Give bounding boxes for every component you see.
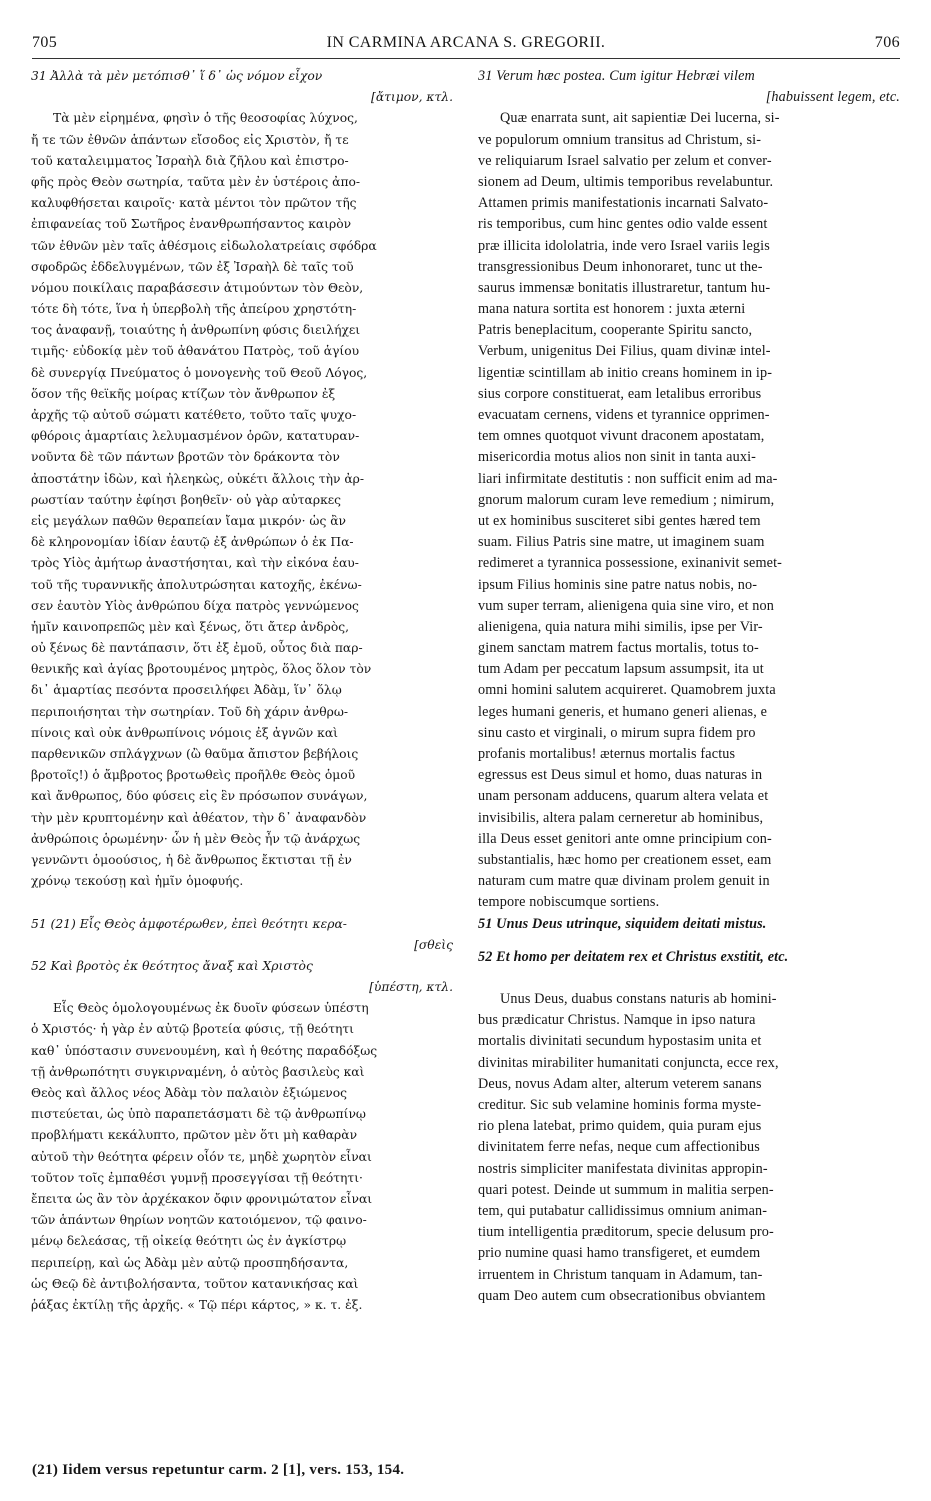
text-line: Patris beneplacitum, cooperante Spiritu sancto,: [478, 322, 753, 339]
text-line: προβλήματι κεκάλυπτο, πρῶτον μὲν ὅτι μὴ καθαρὰν: [31, 1128, 358, 1143]
text-line: egressus est Deus simul et homo, duas naturas in: [478, 767, 763, 784]
text-line: φθόροις ἁμαρτίαις λελυμασμένον ὁρῶν, κατατυραν-: [31, 429, 360, 444]
text-line: Τὰ μὲν εἰρημένα, φησὶν ὁ τῆς θεοσοφίας λύχνος,: [53, 111, 358, 126]
text-line: leges humani generis, et humano generi alienas, e: [478, 703, 768, 720]
text-line: Θεὸς καὶ ἄλλος νέος Ἀδὰμ τὸν παλαιὸν ἐξιώμενος: [31, 1086, 348, 1100]
lemma-51-latin: 51 Unus Deus utrinque, siquidem deitati mistus.: [478, 915, 767, 932]
text-line: ἐπιφανείας τοῦ Σωτῆρος ἐνανθρωπήσαντος καιρὸν: [31, 217, 352, 232]
text-line: τοῦ τῆς τυραννικῆς ἀπολυτρώσηται κατοχῆς, ἐκένω-: [31, 577, 362, 592]
text-line: ipsum Filius hominis sine patre natus nobis, no-: [478, 576, 758, 593]
text-line: evacuatam cernens, videns et tyrannice opprimen-: [478, 407, 770, 423]
text-line: rio plena latebat, primo quidem, quia puram ejus: [478, 1118, 762, 1135]
lemma-line: [ἄτιμον, κτλ.: [371, 90, 453, 105]
lemma-52-greek: [31, 956, 453, 998]
text-line: τοῦτον τοῖς ἐμπαθέσι γυμνῇ προσεγγίσαι τῇ θεότητι·: [31, 1170, 363, 1185]
text-line: unam personam adducens, quarum altera velata et: [478, 788, 769, 805]
header-rule: [32, 58, 900, 59]
text-line: ἀρχῆς τῷ αὐτοῦ σώματι κατέθετο, τοῦτο ταῖς ψυχο-: [31, 408, 357, 422]
text-line: μένῳ δελεάσας, τῇ οἰκείᾳ θεότητι ὡς ἐν ἀγκίστρῳ: [31, 1234, 347, 1249]
text-line: irruentem in Christum tanquam in Adamum, tan-: [478, 1266, 763, 1283]
text-line: περιποιήσηται τὴν σωτηρίαν. Τοῦ δὴ χάριν ἀνθρω-: [31, 704, 349, 719]
text-line: ginem sanctam matrem factus mortalis, totus to-: [478, 640, 759, 657]
text-line: οὐ ξένως δὲ παντάπασιν, ὅτι ἐξ ἐμοῦ, οὗτος διὰ παρ-: [31, 641, 363, 656]
running-title: IN CARMINA ARCANA S. GREGORII.: [326, 34, 606, 51]
text-line: illa Deus esset genitori ante omne principium con-: [478, 830, 772, 847]
text-line: ῥάξας ἐκτίλῃ τῆς ἀρχῆς. « Τῷ πέρι κάρτος, » κ. τ. ἐξ.: [31, 1297, 363, 1312]
text-line: ris temporibus, cum hinc gentes odio valde essent: [478, 216, 768, 233]
text-line: tempore nobiscumque sortiens.: [478, 894, 660, 911]
text-line: Quæ enarrata sunt, ait sapientiæ Dei lucerna, si-: [500, 110, 780, 127]
text-line: δι᾽ ἁμαρτίας πεσόντα προσειλήφει Ἀδὰμ, ἵν᾽ ὅλῳ: [31, 683, 342, 698]
lemma-line: 31 Ἀλλὰ τὰ μὲν μετόπισθ᾽ ἵ δ᾽ ὡς νόμον εἶχον: [31, 69, 323, 83]
text-line: præ illicita idololatria, inde vero Israel variis legis: [478, 237, 770, 254]
lemma-line: 31 Verum hæc postea. Cum igitur Hebræi vilem: [478, 68, 755, 84]
text-line: τῶν ἁπάντων θηρίων νοητῶν κατοιόμενον, τῷ φαινο-: [31, 1213, 367, 1228]
text-line: τῇ ἀνθρωπότητι συγκιρναμένη, ὁ αὐτὸς βασιλεὺς καὶ: [31, 1064, 365, 1079]
text-line: ve reliquiarum Israel salvatio per zelum et conver-: [478, 152, 772, 169]
text-line: mana natura sortita est honorem : juxta æterni: [478, 301, 746, 318]
text-line: bus prædicatur Christus. Namque in ipso natura: [478, 1012, 756, 1029]
text-line: substantialis, hæc homo per creationem esset, eam: [478, 851, 772, 868]
lemma-51-greek: [31, 914, 453, 956]
text-line: invisibilis, altera palam cerneretur ab hominibus,: [478, 809, 764, 826]
text-line: tum Adam per peccatum lapsum assumpsit, ita ut: [478, 661, 764, 678]
text-line: quari potest. Deinde ut summum in malitia serpen-: [478, 1181, 774, 1198]
text-line: Εἷς Θεὸς ὁμολογουμένως ἐκ δυοῖν φύσεων ὑπέστη: [53, 1001, 369, 1016]
text-line: tem, qui putabatur callidissimus omnium animan-: [478, 1202, 768, 1219]
text-line: misericordia motus alios non sinit in tanta auxi-: [478, 449, 757, 466]
text-line: nostris simpliciter manifestata divinitas appropin-: [478, 1160, 768, 1177]
lemma-line: [habuissent legem, etc.: [765, 89, 900, 106]
lemma-line: [σθεὶς: [414, 937, 453, 952]
text-line: τιμῆς· εὐδοκίᾳ μὲν τοῦ ἀθανάτου Πατρὸς, τοῦ ἁγίου: [31, 344, 360, 359]
lemma-31-greek: [31, 66, 453, 108]
text-line: τρὸς Υἱὸς ἀμήτωρ ἀναστήσηται, καὶ τὴν εἰκόνα ἑαυ-: [31, 556, 359, 571]
text-line: ligentiæ scintillam ab initio creans hominem in ip-: [478, 364, 773, 381]
page-number-right: 706: [874, 34, 900, 51]
text-line: ρωστίαν ταύτην ἐφίησι βοηθεῖν· οὐ γὰρ αὐταρκες: [31, 492, 342, 507]
text-line: παρθενικῶν σπλάγχνων (ὢ θαῦμα ἄπιστον βεβήλοις: [31, 747, 359, 761]
text-line: θενικῆς καὶ ἁγίας βροτουμένος μητρὸς, ὅλος ὅλον τὸν: [31, 662, 372, 677]
text-line: omni homini salutem acquireret. Quamobrem juxta: [478, 682, 776, 699]
text-line: mortalis divinitati secundum hypostasim unita et: [478, 1033, 762, 1050]
text-line: transgressionibus Deum inhonoraret, tunc ut the-: [478, 258, 763, 275]
footnote: (21) Iidem versus repetuntur carm. 2 [1], vers. 153, 154.: [32, 1462, 405, 1478]
text-line: σεν ἑαυτὸν Υἱὸς ἀνθρώπου δίχα πατρὸς γεννώμενος: [31, 598, 359, 613]
text-line: τος ἀναφανῇ, τοιαύτης ἡ ἀνθρωπίνη φύσις διειλήχει: [31, 323, 361, 338]
text-line: νόμου ποικίλαις παραβάσεσιν ἀτιμούντων τὸν Θεὸν,: [31, 280, 364, 295]
text-line: καλυφθήσεται καιροῖς· κατὰ μέντοι τὸν πρῶτον τῆς: [31, 196, 357, 211]
text-line: ὡς Θεῷ δὲ ἀντιβολήσαντα, τοῦτον κατανικήσας καὶ: [31, 1276, 359, 1291]
lemma-52-latin: 52 Et homo per deitatem rex et Christus exstitit, etc.: [478, 948, 789, 965]
text-line: quam Deo autem cum obsecrationibus obviantem: [478, 1287, 766, 1304]
text-line: γεννῶντι ὁμοούσιος, ἡ δὲ ἄνθρωπος ἔκτισται τῇ ἐν: [31, 852, 352, 867]
text-line: ὅσον τῆς θεϊκῆς μοίρας κτίζων τὸν ἄνθρωπον ἐξ: [31, 386, 336, 401]
text-line: τότε δὴ τότε, ἵνα ἡ ὑπερβολὴ τῆς ἀπείρου χρηστότη-: [31, 302, 357, 317]
text-line: καὶ ἄνθρωπος, δύο φύσεις εἰς ἓν πρόσωπον συνάγων,: [31, 789, 368, 804]
lemma-31-latin: [478, 66, 900, 108]
greek-paragraph-2: [31, 998, 453, 1316]
text-line: saurus immensæ bonitatis illustraretur, tantum hu-: [478, 279, 771, 296]
text-line: Attamen primis manifestationis incarnati Salvato-: [478, 195, 769, 212]
text-line: Unus Deus, duabus constans naturis ab homini-: [500, 991, 777, 1008]
text-line: profanis mortalibus! æternus mortalis factus: [478, 746, 736, 762]
text-line: Deus, novus Adam alter, alterum veterem sanans: [478, 1075, 762, 1092]
latin-column: [478, 66, 900, 1307]
text-line: divinitatem ferre nefas, neque cum affectionibus: [478, 1139, 760, 1156]
text-line: σφοδρῶς ἐδδελυγμένων, τῶν ἐξ Ἰσραὴλ δὲ ταῖς τοῦ: [31, 259, 354, 274]
text-line: ὁ Χριστός· ἡ γὰρ ἐν αὐτῷ βροτεία φύσις, τῇ θεότητι: [31, 1022, 354, 1037]
text-line: suam. Filius Patris sine matre, ut imaginem suam: [478, 534, 765, 551]
text-line: τῶν ἐθνῶν μὲν ταῖς ἀθέσμοις εἰδωλολατρείαις σφόδρα: [31, 238, 377, 253]
text-line: sius corpore constituerat, eam letalibus erroribus: [478, 385, 762, 402]
text-line: alienigena, quia natura mihi similis, ipse per Vir-: [478, 618, 763, 635]
lemma-line: 51 (21) Εἷς Θεὸς ἀμφοτέρωθεν, ἐπεὶ θεότητι κερα-: [31, 916, 347, 931]
text-line: τὴν μὲν κρυπτομένην καὶ ἀθέατον, τὴν δ᾽ ἀναφανδὸν: [31, 810, 367, 825]
text-line: gnorum malorum curam leve remedium ; nimirum,: [478, 491, 775, 508]
text-line: τοῦ καταλειμματος Ἰσραὴλ διὰ ζῆλου καὶ ἐπιστρο-: [31, 153, 349, 168]
text-line: περιπείρῃ, καὶ ὡς Ἀδὰμ μὲν αὐτῷ προσπηδήσαντα,: [31, 1255, 349, 1270]
text-line: ut ex hominibus susciteret sibi gentes hæred tem: [478, 512, 761, 529]
text-line: ἀνθρώποις ὁρωμένην· ὧν ἡ μὲν Θεὸς ἦν τῷ ἀνάρχως: [31, 831, 361, 846]
text-line: ἤ τε τῶν ἐθνῶν ἁπάντων εἴσοδος εἰς Χριστὸν, ἤ τε: [31, 132, 349, 147]
text-line: tem omnes quotquot vivunt draconem apostatam,: [478, 428, 765, 445]
latin-paragraph-2: [478, 989, 900, 1307]
text-line: χρόνῳ τεκούσῃ καὶ ἡμῖν ὁμοφυής.: [31, 874, 244, 889]
latin-paragraph-1: [478, 108, 900, 913]
text-line: πιστεύεται, ὡς ὑπὸ παραπετάσματι δὲ τῷ ἀνθρωπίνῳ: [31, 1107, 366, 1122]
text-line: sinu casto et virginali, o mirum supra fidem pro: [478, 724, 756, 741]
text-line: liari infirmitate destitutis : non sufficit enim ad ma-: [478, 470, 778, 487]
text-line: φῆς πρὸς Θεὸν σωτηρία, ταῦτα μὲν ἐν ὑστέροις ἀπο-: [31, 174, 361, 189]
text-line: νοῦντα δὲ τῶν πάντων βροτῶν τὸν δράκοντα τὸν: [31, 450, 340, 465]
page-number-left: 705: [32, 34, 58, 51]
text-line: creditur. Sic sub velamine hominis forma myste-: [478, 1097, 762, 1113]
text-line: αὐτοῦ τὴν θεότητα φέρειν οἷόν τε, μηδὲ χωρητὸν εἶναι: [31, 1149, 372, 1164]
text-line: εἰς μεγάλων παθῶν θεραπείαν ἴαμα μικρόν· ὡς ἂν: [31, 513, 347, 528]
text-line: ἀποστάτην ἰδὼν, καὶ ἠλεηκὼς, οὐκέτι ἄλλοις τὴν ἀρ-: [31, 471, 365, 486]
text-line: vum super terram, alienigena quia sine viro, et non: [478, 597, 775, 614]
text-line: πίνοις καὶ οὐκ ἀνθρωπίνοις νόμοις ἐξ ἀγνῶν καὶ: [31, 725, 338, 740]
text-line: divinitas mirabiliter humanitati conjuncta, ecce rex,: [478, 1054, 779, 1071]
lemma-line: [ὑπέστη, κτλ.: [369, 980, 453, 995]
text-line: ve populorum omnium transitus ad Christum, si-: [478, 131, 762, 148]
text-line: καθ᾽ ὑπόστασιν συνενουμένη, καὶ ἡ θεότης παραδόξως: [31, 1043, 378, 1058]
text-line: δὲ συνεργίᾳ Πνεύματος ὁ μονογενὴς τοῦ Θεοῦ Λόγος,: [31, 365, 368, 380]
text-line: ἔπειτα ὡς ἂν τὸν ἀρχέκακον ὄφιν φρονιμώτατον εἶναι: [31, 1191, 373, 1206]
greek-column: [31, 66, 453, 1316]
text-line: redimeret a tyrannica possessione, exinanivit semet-: [478, 555, 783, 572]
text-line: prio numine quasi hamo transfigeret, et eumdem: [478, 1245, 761, 1262]
text-line: Verbum, unigenitus Dei Filius, quam divinæ intel-: [478, 343, 771, 360]
text-line: ἡμῖν καινοπρεπῶς μὲν καὶ ξένως, ὅτι ἄτερ ἀνδρὸς,: [31, 619, 350, 634]
text-line: tium intelligentia præditorum, specie delusum pro-: [478, 1224, 774, 1241]
text-line: sionem ad Deum, ultimis temporibus revelabuntur.: [478, 173, 774, 190]
greek-paragraph-1: [31, 108, 453, 892]
text-line: naturam cum matre quæ divinam prolem genuit in: [478, 873, 770, 890]
running-header: [32, 34, 900, 56]
text-line: δὲ κληρονομίαν ἰδίαν ἑαυτῷ ἐξ ἀνθρώπων ὁ ἐκ Πα-: [31, 535, 354, 550]
lemma-line: 52 Καὶ βροτὸς ἐκ θεότητος ἄναξ καὶ Χριστὸς: [31, 958, 313, 973]
text-line: βροτοῖς!) ὁ ἄμβροτος βροτωθεὶς προῆλθε Θεὸς ὁμοῦ: [31, 768, 356, 783]
